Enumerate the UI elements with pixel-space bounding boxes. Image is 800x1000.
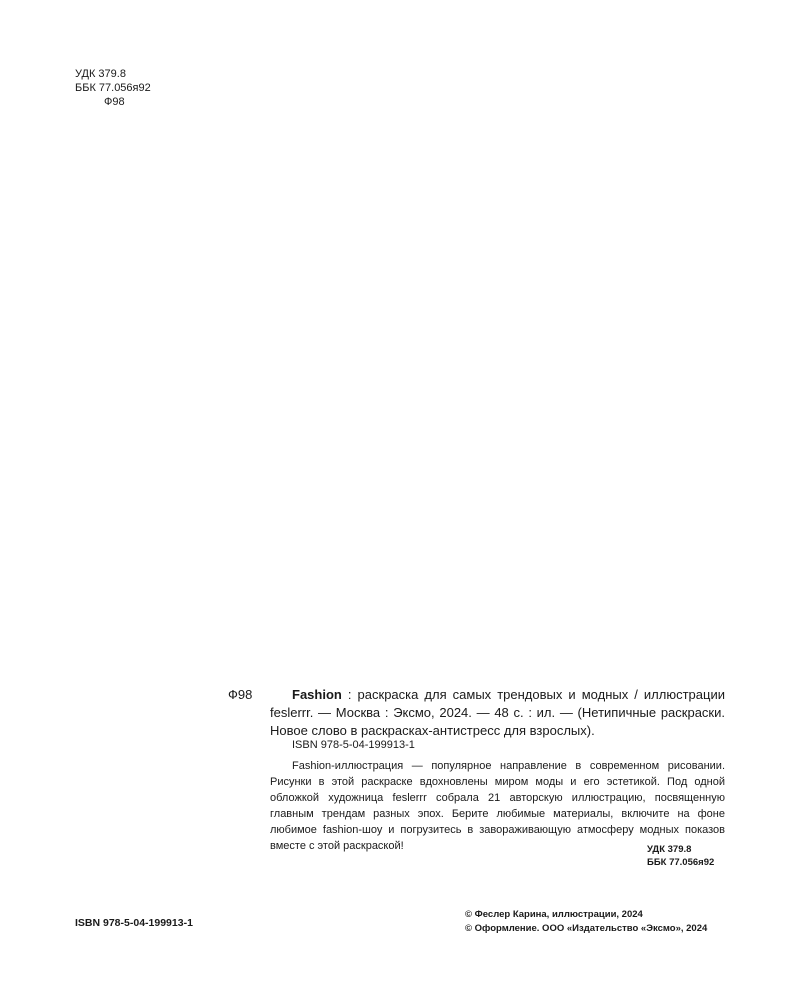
bibliographic-description: : раскраска для самых трендовых и модных / иллюстрации feslerrr. — Москва : Эксмо, 2024. — 48 с. : ил. — (Нетипичные раскраски. Новое слово в раскрасках-антистресс для взрослых).	[270, 687, 725, 738]
catalog-isbn: ISBN 978-5-04-199913-1	[292, 739, 415, 751]
catalog-author-mark: Ф98	[228, 687, 253, 702]
bbk-code-bottom: ББК 77.056я92	[647, 857, 715, 868]
udk-code: УДК 379.8	[75, 68, 126, 80]
book-title: Fashion	[292, 687, 342, 702]
classification-codes-top	[75, 67, 151, 109]
book-annotation: Fashion-иллюстрация — популярное направление в современном рисовании. Рисунки в этой раскраске вдохновлены миром моды и его эстетикой. Под одной обложкой художница feslerrr собрала 21 авторскую иллюстрацию, посвященную главным трендам разных эпох. Берите любимые материалы, включите на фоне любимое fashion-шоу и погрузитесь в завораживающую атмосферу модных показов вместе с этой раскраской!	[270, 760, 725, 852]
catalog-entry	[270, 686, 725, 740]
copyright-block	[465, 908, 707, 936]
copyright-design: © Оформление. ООО «Издательство «Эксмо», 2024	[465, 923, 708, 934]
copyright-illustrations: © Феслер Карина, иллюстрации, 2024	[465, 909, 643, 920]
classification-codes-bottom	[647, 843, 714, 869]
udk-code-bottom: УДК 379.8	[647, 844, 692, 855]
bbk-code: ББК 77.056я92	[75, 82, 151, 94]
author-mark-code: Ф98	[104, 96, 125, 108]
footer-isbn: ISBN 978-5-04-199913-1	[75, 917, 193, 929]
